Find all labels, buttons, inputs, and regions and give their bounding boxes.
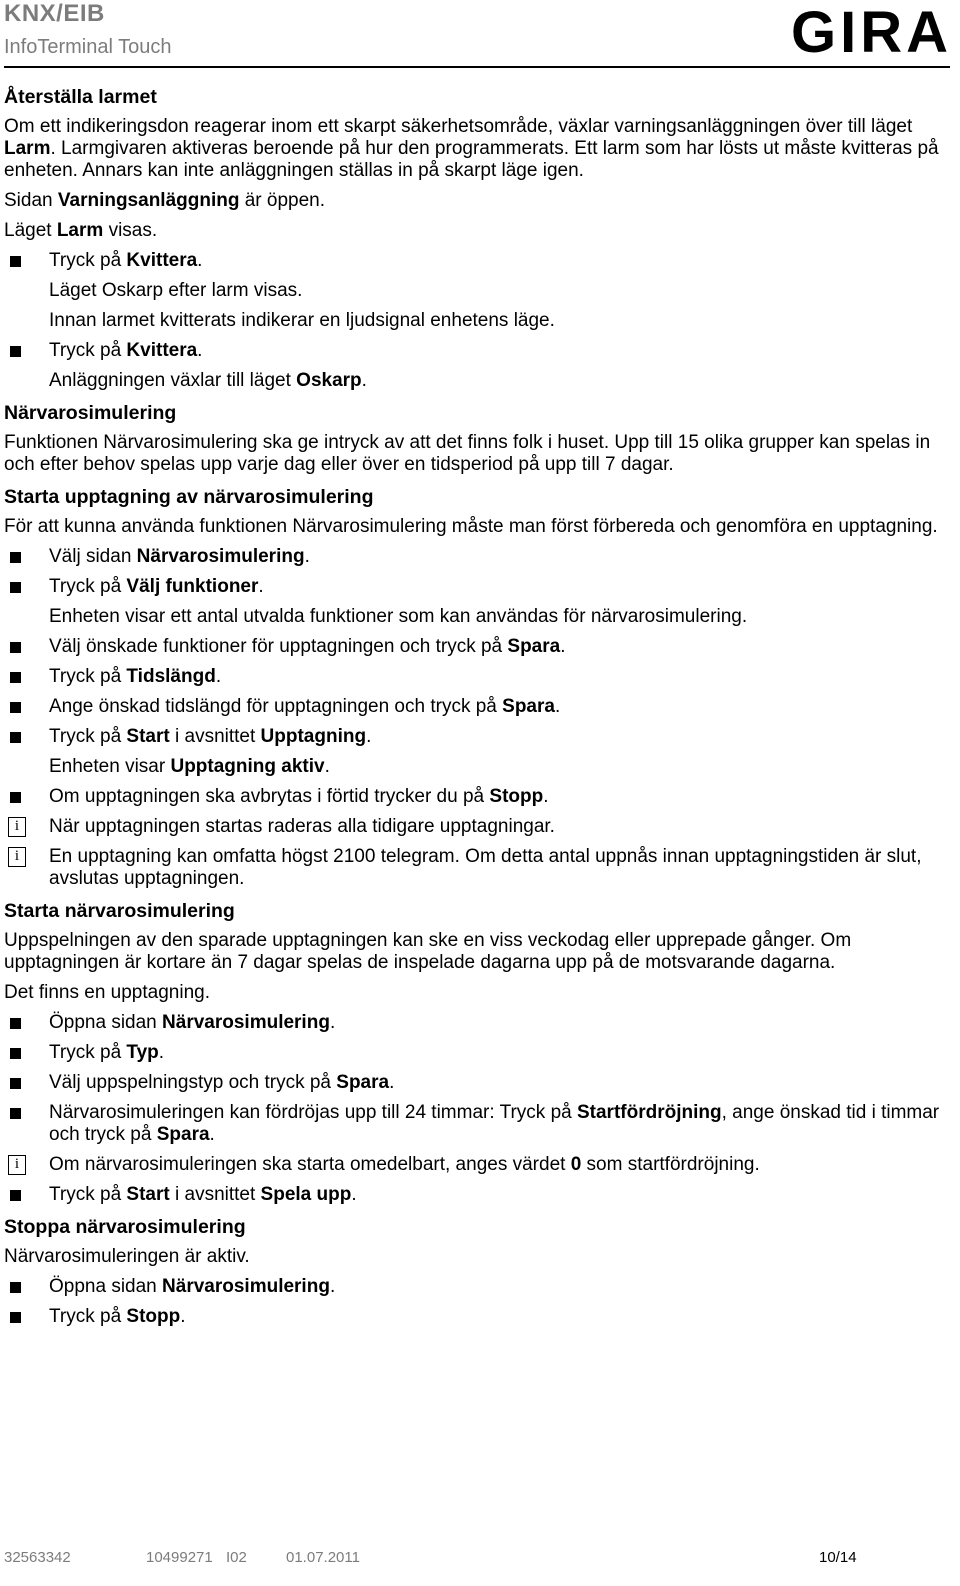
gira-logo: GIRA: [791, 0, 952, 65]
bullet-square-icon: [10, 702, 21, 713]
step-text: Tryck på Välj funktioner.: [49, 576, 264, 597]
instruction-step: [4, 250, 950, 272]
info-icon: i: [8, 1155, 26, 1175]
step-text: Ange önskad tidslängd för upptagningen och tryck på Spara.: [49, 696, 561, 717]
info-icon: i: [8, 817, 26, 837]
step-text: Tryck på Tidslängd.: [49, 666, 222, 687]
bullet-square-icon: [10, 1312, 21, 1323]
page-header: [4, 0, 950, 68]
section-heading: Starta närvarosimulering: [4, 900, 235, 922]
section-heading: Starta upptagning av närvarosimulering: [4, 486, 374, 508]
bullet-square-icon: [10, 1048, 21, 1059]
instruction-step: [4, 1042, 950, 1064]
bullet-square-icon: [10, 792, 21, 803]
bullet-square-icon: [10, 1190, 21, 1201]
step-text: Välj önskade funktioner för upptagningen och tryck på Spara.: [49, 636, 566, 657]
paragraph: Funktionen Närvarosimulering ska ge intryck av att det finns folk i huset. Upp till 15 olika grupper kan spelas in och efter behov spelas upp varje dag eller över en tidsperiod på upp till 7 dagar.: [4, 432, 931, 475]
step-text: Öppna sidan Närvarosimulering.: [49, 1012, 336, 1033]
instruction-step: [4, 636, 950, 658]
step-result: Innan larmet kvitterats indikerar en ljudsignal enhetens läge.: [49, 310, 555, 331]
step-result: Enheten visar Upptagning aktiv.: [49, 756, 330, 777]
step-result: Enheten visar ett antal utvalda funktioner som kan användas för närvarosimulering.: [49, 606, 748, 627]
bullet-square-icon: [10, 552, 21, 563]
paragraph: Uppspelningen av den sparade upptagningen kan ske en viss veckodag eller upprepade gånger. Om upptagningen är kortare än 7 dagar spelas de inspelade dagarna upp på de motsvarande dagarna.: [4, 930, 852, 973]
step-text: När upptagningen startas raderas alla tidigare upptagningar.: [49, 816, 555, 837]
page-footer: [4, 1548, 950, 1572]
instruction-step: [4, 786, 950, 808]
footer-revision: I02: [226, 1549, 247, 1566]
info-note: [4, 846, 950, 890]
step-text: Välj sidan Närvarosimulering.: [49, 546, 310, 567]
header-title: KNX/EIB: [4, 0, 105, 27]
section-heading: Återställa larmet: [4, 86, 157, 108]
bullet-square-icon: [10, 642, 21, 653]
step-result: Läget Oskarp efter larm visas.: [49, 280, 303, 301]
step-text: En upptagning kan omfatta högst 2100 telegram. Om detta antal uppnås innan upptagningstiden är slut, avslutas upptagningen.: [49, 846, 922, 889]
step-text: Om närvarosimuleringen ska starta omedelbart, anges värdet 0 som startfördröjning.: [49, 1154, 760, 1175]
step-text: Tryck på Kvittera.: [49, 340, 203, 361]
instruction-step: [4, 1306, 950, 1328]
paragraph: Närvarosimuleringen är aktiv.: [4, 1246, 250, 1267]
bullet-square-icon: [10, 732, 21, 743]
bullet-square-icon: [10, 1108, 21, 1119]
instruction-step: [4, 1102, 950, 1146]
bullet-square-icon: [10, 1078, 21, 1089]
section-heading: Stoppa närvarosimulering: [4, 1216, 246, 1238]
step-text: Välj uppspelningstyp och tryck på Spara.: [49, 1072, 395, 1093]
step-text: Tryck på Stopp.: [49, 1306, 186, 1327]
instruction-step: [4, 666, 950, 688]
step-text: Närvarosimuleringen kan fördröjas upp till 24 timmar: Tryck på Startfördröjning, ange önskad tid i timmar och tryck på Spara.: [49, 1102, 940, 1145]
instruction-step: [4, 340, 950, 362]
paragraph: För att kunna använda funktionen Närvarosimulering måste man först förbereda och genomföra en upptagning.: [4, 516, 938, 537]
footer-ref-number: 10499271: [146, 1549, 213, 1566]
instruction-step: [4, 696, 950, 718]
instruction-step: [4, 1012, 950, 1034]
info-note: [4, 816, 950, 838]
instruction-step: [4, 1072, 950, 1094]
info-note: [4, 1154, 950, 1176]
step-result: Anläggningen växlar till läget Oskarp.: [49, 370, 367, 391]
step-text: Tryck på Start i avsnittet Upptagning.: [49, 726, 372, 747]
step-text: Tryck på Kvittera.: [49, 250, 203, 271]
instruction-step: [4, 726, 950, 748]
instruction-step: [4, 1184, 950, 1206]
paragraph: Om ett indikeringsdon reagerar inom ett skarpt säkerhetsområde, växlar varningsanläggningen över till läget Larm. Larmgivaren aktiveras beroende på hur den programmerats. Ett larm som har lösts ut måste kvitteras på enheten. Annars kan inte anläggningen ställas in på skarpt läge igen.: [4, 116, 939, 181]
paragraph: Sidan Varningsanläggning är öppen.: [4, 190, 326, 211]
paragraph: Läget Larm visas.: [4, 220, 158, 241]
instruction-step: [4, 1276, 950, 1298]
instruction-step: [4, 576, 950, 598]
bullet-square-icon: [10, 672, 21, 683]
paragraph: Det finns en upptagning.: [4, 982, 210, 1003]
step-text: Tryck på Start i avsnittet Spela upp.: [49, 1184, 357, 1205]
footer-date: 01.07.2011: [286, 1549, 360, 1566]
bullet-square-icon: [10, 346, 21, 357]
step-text: Öppna sidan Närvarosimulering.: [49, 1276, 336, 1297]
section-heading: Närvarosimulering: [4, 402, 177, 424]
bullet-square-icon: [10, 256, 21, 267]
header-subtitle: InfoTerminal Touch: [4, 36, 172, 58]
footer-page-number: 10/14: [819, 1549, 857, 1566]
step-text: Tryck på Typ.: [49, 1042, 165, 1063]
info-icon: i: [8, 847, 26, 867]
bullet-square-icon: [10, 1018, 21, 1029]
document-body: [4, 86, 950, 1336]
step-text: Om upptagningen ska avbrytas i förtid trycker du på Stopp.: [49, 786, 549, 807]
instruction-step: [4, 546, 950, 568]
footer-doc-number: 32563342: [4, 1549, 71, 1566]
bullet-square-icon: [10, 582, 21, 593]
bullet-square-icon: [10, 1282, 21, 1293]
